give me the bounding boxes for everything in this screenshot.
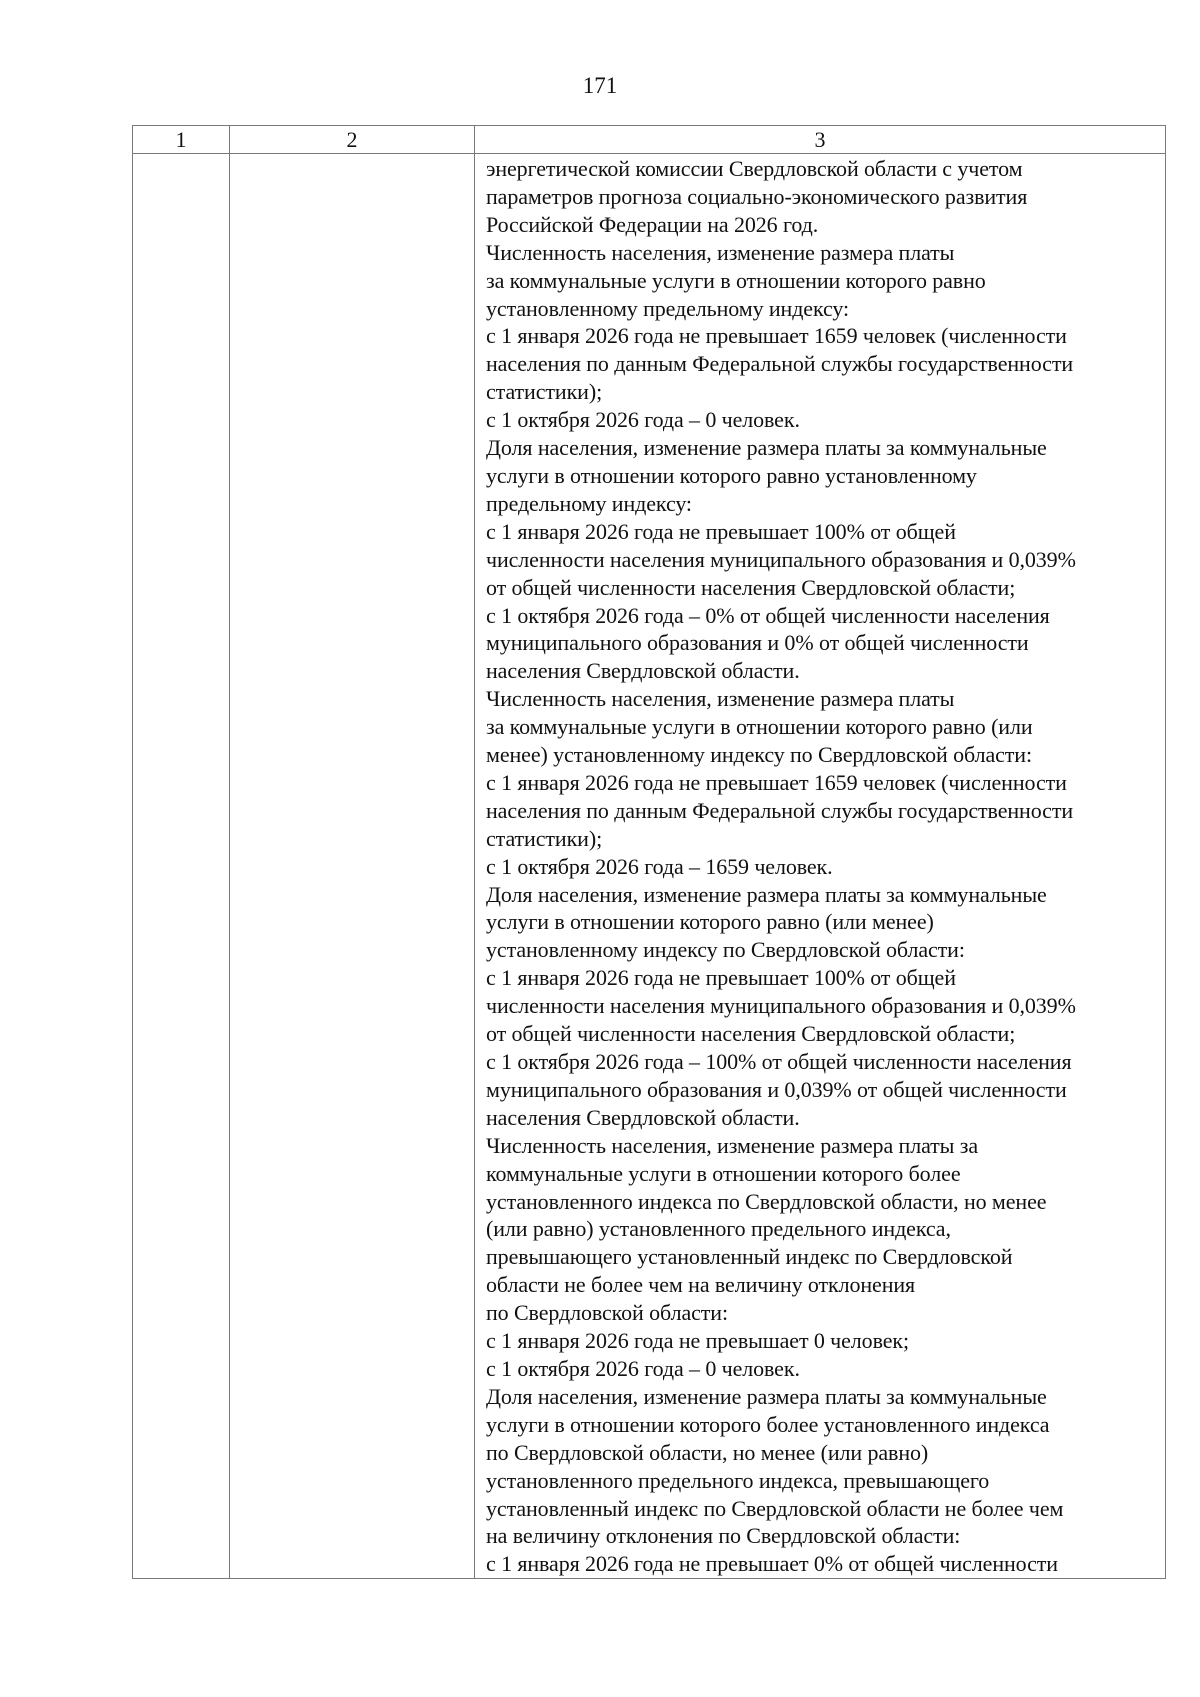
column-header-3: 3 [475, 126, 1166, 154]
text-line: от общей численности населения Свердловской области; [486, 1021, 1016, 1047]
text-line: Численность населения, изменение размера платы [486, 239, 955, 265]
text-line: Российской Федерации на 2026 год. [486, 211, 819, 237]
text-line: за коммунальные услуги в отношении которого равно (или [486, 714, 1033, 740]
text-line: по Свердловской области: [486, 1300, 728, 1326]
text-line: Доля населения, изменение размера платы за коммунальные [486, 435, 1047, 461]
text-line: с 1 января 2026 года не превышает 100% от общей [486, 965, 956, 991]
text-line: населения Свердловской области. [486, 658, 800, 684]
text-line: параметров прогноза социально-экономического развития [486, 183, 1028, 209]
text-line: с 1 октября 2026 года – 0% от общей численности населения [486, 602, 1050, 628]
text-line: энергетической комиссии Свердловской области с учетом [486, 156, 1023, 181]
text-line: услуги в отношении которого более установленного индекса [486, 1411, 1050, 1437]
table-row [133, 154, 1166, 1579]
text-line: за коммунальные услуги в отношении которого равно [486, 267, 986, 293]
text-line: установленного предельного индекса, превышающего [486, 1467, 990, 1493]
text-line: с 1 января 2026 года не превышает 1659 человек (численности [486, 323, 1067, 349]
text-line: от общей численности населения Свердловской области; [486, 574, 1016, 600]
text-line: с 1 января 2026 года не превышает 1659 человек (численности [486, 769, 1067, 795]
text-line: Численность населения, изменение размера платы за [486, 1132, 979, 1158]
text-line: муниципального образования и 0% от общей численности [486, 630, 1029, 656]
text-line: статистики); [486, 379, 603, 405]
text-line: населения по данным Федеральной службы государственности [486, 351, 1074, 377]
text-line: с 1 января 2026 года не превышает 0% от общей численности [486, 1551, 1058, 1577]
text-line: Численность населения, изменение размера платы [486, 686, 955, 712]
text-line: менее) установленному индексу по Свердловской области: [486, 742, 1032, 768]
text-line: установленному индексу по Свердловской области: [486, 937, 965, 963]
document-table [132, 125, 1166, 1579]
text-line: предельному индексу: [486, 490, 692, 516]
text-line: муниципального образования и 0,039% от общей численности [486, 1076, 1067, 1102]
text-line: численности населения муниципального образования и 0,039% [486, 993, 1076, 1019]
column-header-2: 2 [230, 126, 475, 154]
text-line: статистики); [486, 825, 603, 851]
text-line: (или равно) установленного предельного индекса, [486, 1216, 951, 1242]
text-line: коммунальные услуги в отношении которого более [486, 1160, 961, 1186]
cell-col-3-text [486, 155, 1157, 1578]
cell-col-1 [133, 154, 230, 1579]
cell-col-2 [230, 154, 475, 1579]
text-line: установленному предельному индексу: [486, 295, 850, 321]
text-line: численности населения муниципального образования и 0,039% [486, 546, 1076, 572]
text-line: Доля населения, изменение размера платы за коммунальные [486, 881, 1047, 907]
page-number: 171 [582, 73, 618, 98]
text-line: с 1 января 2026 года не превышает 100% от общей [486, 518, 956, 544]
text-line: Доля населения, изменение размера платы за коммунальные [486, 1383, 1047, 1409]
table-header-row [133, 126, 1166, 154]
text-line: услуги в отношении которого равно (или менее) [486, 909, 934, 935]
text-line: с 1 октября 2026 года – 1659 человек. [486, 853, 833, 879]
text-line: с 1 января 2026 года не превышает 0 человек; [486, 1328, 909, 1354]
text-line: с 1 октября 2026 года – 0 человек. [486, 407, 800, 433]
text-line: превышающего установленный индекс по Свердловской [486, 1244, 1013, 1270]
text-line: с 1 октября 2026 года – 0 человек. [486, 1355, 800, 1381]
text-line: на величину отклонения по Свердловской области: [486, 1523, 961, 1549]
column-header-1: 1 [133, 126, 230, 154]
text-line: населения Свердловской области. [486, 1104, 800, 1130]
text-line: установленный индекс по Свердловской области не более чем [486, 1495, 1064, 1521]
text-line: установленного индекса по Свердловской области, но менее [486, 1188, 1047, 1214]
text-line: области не более чем на величину отклонения [486, 1272, 916, 1298]
text-line: с 1 октября 2026 года – 100% от общей численности населения [486, 1049, 1072, 1074]
text-line: по Свердловской области, но менее (или равно) [486, 1439, 929, 1465]
text-line: населения по данным Федеральной службы государственности [486, 797, 1074, 823]
text-line: услуги в отношении которого равно установленному [486, 462, 977, 488]
cell-col-3 [475, 154, 1166, 1579]
